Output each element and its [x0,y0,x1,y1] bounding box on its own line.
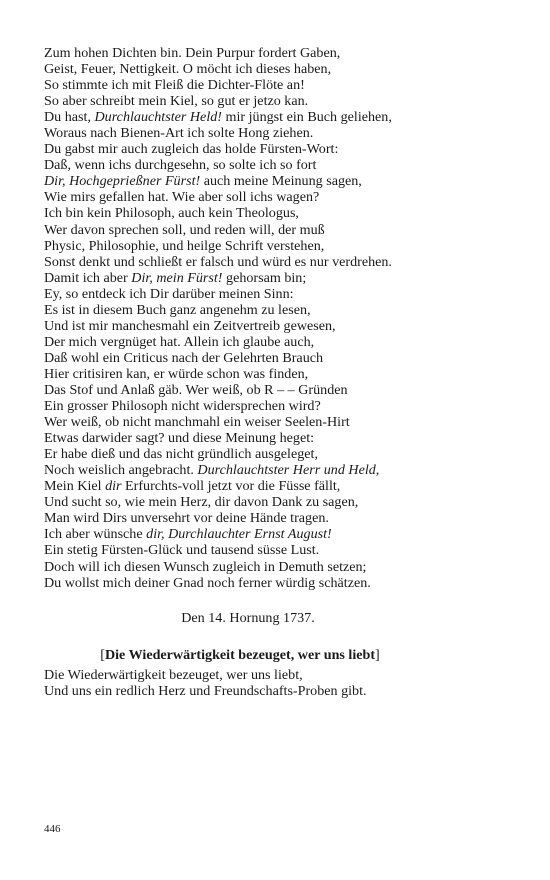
text-segment: Hier critisiren kan, er würde schon was finden, [44,365,309,382]
text-segment: Physic, Philosophie, und heilge Schrift verstehen, [44,237,325,254]
text-segment: Erfurchts-voll jetzt vor die Füsse fällt, [121,478,341,495]
poem-line [44,446,514,462]
text-segment: Ey, so entdeck ich Dir darüber meinen Sinn: [44,285,294,302]
italic-segment: dir [105,478,122,495]
section-poem [44,667,514,699]
poem-line [44,173,514,189]
poem-line [44,189,514,205]
italic-segment: Durchlauchtster Herr und Held, [197,462,380,479]
poem-line [44,559,514,575]
text-segment: Der mich vergnüget hat. Allein ich glaube auch, [44,333,315,350]
poem-line [44,109,514,125]
text-segment: mir jüngst ein Buch geliehen, [221,109,392,126]
poem-line [44,414,514,430]
text-segment: Du wollst mich deiner Gnad noch ferner würdig schätzen. [44,574,371,591]
poem-line [44,575,514,591]
text-segment: Wer weiß, ob nicht manchmahl ein weiser Seelen-Hirt [44,414,350,431]
poem-line [44,45,514,61]
text-segment: Ein grosser Philosoph nicht widersprechen wird? [44,398,321,415]
text-segment: Du gabst mir auch zugleich das holde Fürsten-Wort: [44,141,339,158]
poem-line [44,510,514,526]
poem-line [44,462,514,478]
text-segment: Du hast, [44,109,95,126]
poem-line [44,270,514,286]
text-segment: Wie mirs gefallen hat. Wie aber soll ichs wagen? [44,189,320,206]
text-segment: Er habe dieß und das nicht gründlich ausgeleget, [44,446,318,463]
text-segment: Daß wohl ein Criticus nach der Gelehrten Brauch [44,349,324,366]
poem-line [44,302,514,318]
poem-line [44,478,514,494]
text-segment: gehorsam bin; [222,269,307,286]
text-segment: Man wird Dirs unversehrt vor deine Hände tragen. [44,510,329,527]
text-segment: Das Stof und Anlaß gäb. Wer weiß, ob R – – Gründen [44,381,348,398]
text-segment: Geist, Feuer, Nettigkeit. O möcht ich dieses haben, [44,61,332,78]
poem-line [44,157,514,173]
text-segment: Etwas darwider sagt? und diese Meinung heget: [44,430,315,447]
text-segment: Woraus nach Bienen-Art ich solte Hong ziehen. [44,125,314,142]
text-segment: Daß, wenn ichs durchgesehn, so solte ich so fort [44,157,317,174]
page-body [44,45,514,699]
text-segment: Es ist in diesem Buch ganz angenehm zu lesen, [44,301,311,318]
poem-line [44,318,514,334]
text-segment: Noch weislich angebracht. [44,462,198,479]
text-segment: Ich bin kein Philosoph, auch kein Theologus, [44,205,299,222]
text-segment: Ich aber wünsche [44,526,147,543]
poem-line [44,93,514,109]
poem-line [44,61,514,77]
italic-segment: Dir, Hochgepriеßner Fürst! [44,173,201,190]
poem-line [44,238,514,254]
poem-line [44,366,514,382]
section-line: Und uns ein redlich Herz und Freundschafts-Proben gibt. [44,682,367,699]
section-title [44,647,436,663]
text-segment: Mein Kiel [44,478,106,495]
page-number: 446 [44,823,61,835]
poem-line [44,222,514,238]
italic-segment: Dir, mein Fürst! [131,269,223,286]
poem-line [44,334,514,350]
italic-segment: Durchlauchtster Held! [94,109,222,126]
text-segment: Damit ich aber [44,269,132,286]
text-segment: So stimmte ich mit Fleiß die Dichter-Flöte an! [44,77,305,94]
text-segment: Und sucht so, wie mein Herz, dir davon Dank zu sagen, [44,494,359,511]
text-segment: Wer davon sprechen soll, und reden will, der muß [44,221,325,238]
title-bracket-open: [ [100,646,105,663]
poem-line [44,205,514,221]
poem-line [44,494,514,510]
text-segment: Ein stetig Fürsten-Glück und tausend süsse Lust. [44,542,320,559]
text-segment: Doch will ich diesen Wunsch zugleich in Demuth setzen; [44,558,367,575]
text-segment: Zum hohen Dichten bin. Dein Purpur fordert Gaben, [44,45,341,61]
italic-segment: dir, Durchlauchter Ernst August! [146,526,332,543]
title-bracket-close: ] [375,646,380,663]
poem-line [44,350,514,366]
poem-line [44,398,514,414]
poem-line [44,542,514,558]
poem-line [44,254,514,270]
poem-line [44,286,514,302]
poem-stanza [44,45,514,591]
date-line: Den 14. Hornung 1737. [181,609,315,626]
poem-line [44,430,514,446]
section-line: Die Wiederwärtigkeit bezeuget, wer uns liebt, [44,666,303,683]
title-text: Die Wiederwärtigkeit bezeuget, wer uns liebt [104,646,376,663]
text-segment: auch meine Meinung sagen, [200,173,362,190]
poem-line [44,141,514,157]
text-segment: Sonst denkt und schließt er falsch und würd es nur verdrehen. [44,253,392,270]
text-segment: So aber schreibt mein Kiel, so gut er jetzo kan. [44,93,309,110]
poem-line [44,77,514,93]
poem-line [44,526,514,542]
poem-line [44,125,514,141]
poem-line [44,382,514,398]
text-segment: Und ist mir manchesmahl ein Zeitvertreib gewesen, [44,317,336,334]
